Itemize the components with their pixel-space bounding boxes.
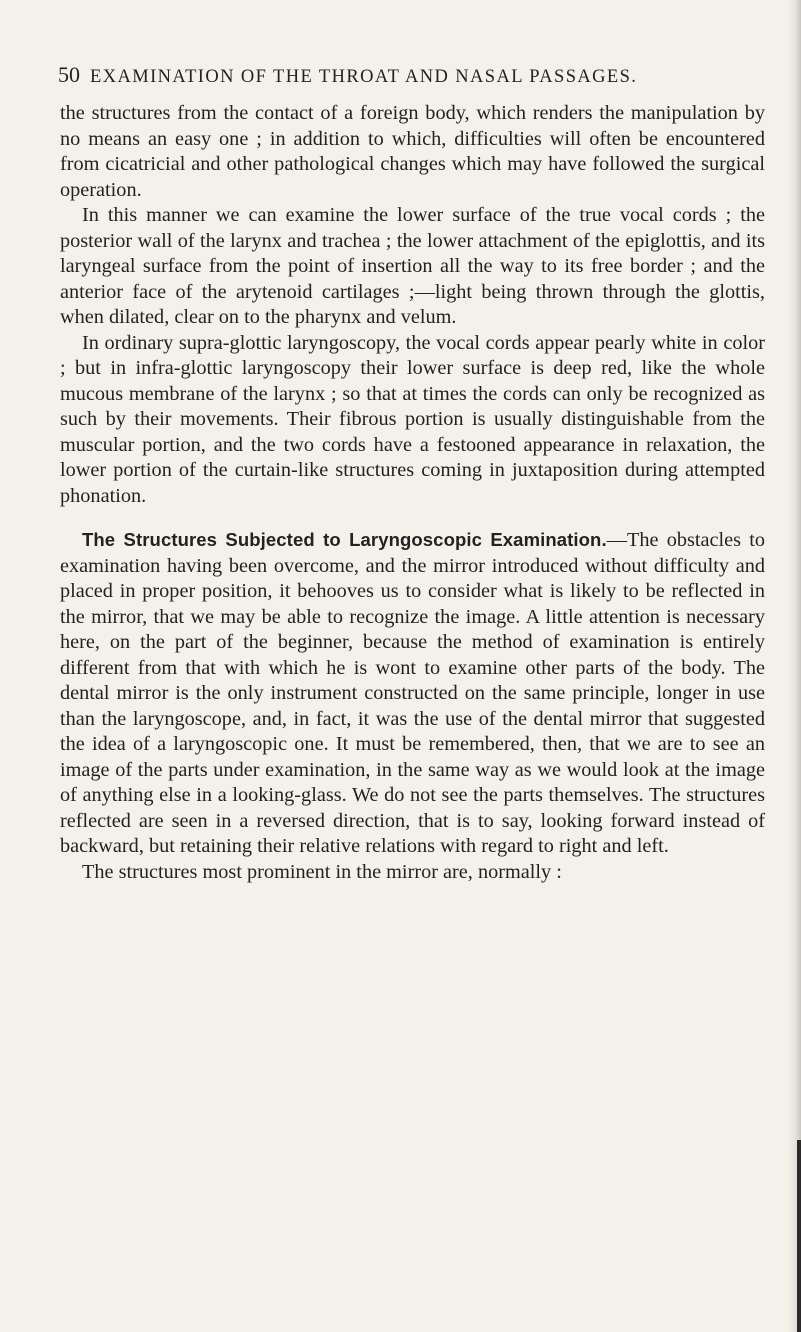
paragraph-continuation: the structures from the contact of a foreign body, which renders the manipulation by no means an easy one ; in addition to which, difficulties will often be encountered from cicatricial and other pathological changes which may have followed the surgical operation.	[60, 102, 765, 201]
section-text: —The obstacles to examination having been overcome, and the mirror introduced without difficulty and placed in proper position, it behooves us to consider what is likely to be reflected in the mirror, that we may be able to recognize the image. A little attention is necessary here, on the part of the beginner, because the method of examination is entirely different from that with which he is wont to examine other parts of the body. The dental mirror is the only instrument constructed on the same principle, longer in use than the laryngoscope, and, in fact, it was the use of the dental mirror that suggested the idea of a laryngoscopic one. It must be remembered, then, that we are to see an image of the parts under examination, in the same way as we would look at the image of anything else in a looking-glass. We do not see the parts themselves. The structures reflected are seen in a reversed direction, that is to say, looking forward instead of backward, but retaining their relative relations with regard to right and left.	[60, 529, 766, 857]
body-text	[60, 101, 765, 885]
section-heading: The Structures Subjected to Laryngoscopic Examination.	[82, 529, 607, 550]
page-number: 50	[58, 62, 80, 87]
running-title: EXAMINATION OF THE THROAT AND NASAL PASSAGES.	[90, 67, 638, 87]
paragraph-lower-surface: In this manner we can examine the lower surface of the true vocal cords ; the posterior wall of the larynx and trachea ; the lower attachment of the epiglottis, and its laryngeal surface from the point of insertion all the way to its free border ; and the anterior face of the arytenoid cartilages ;—light being thrown through the glottis, when dilated, clear on to the pharynx and velum.	[60, 204, 765, 328]
paragraph-vocal-cords: In ordinary supra-glottic laryngoscopy, the vocal cords appear pearly white in color ; but in infra-glottic laryngoscopy their lower surface is deep red, like the whole mucous membrane of the larynx ; so that at times the cords can only be recognized as such by their movements. Their fibrous portion is usually distinguishable from the muscular portion, and the two cords have a festooned appearance in relaxation, the lower portion of the curtain-like structures coming in juxtaposition during attempted phonation.	[60, 331, 765, 507]
page-edge-binding	[797, 1140, 801, 1332]
closing-paragraph: The structures most prominent in the mirror are, normally :	[82, 860, 562, 883]
section-paragraph	[60, 527, 765, 860]
running-head	[58, 62, 758, 88]
page-edge-shadow	[787, 0, 801, 1332]
